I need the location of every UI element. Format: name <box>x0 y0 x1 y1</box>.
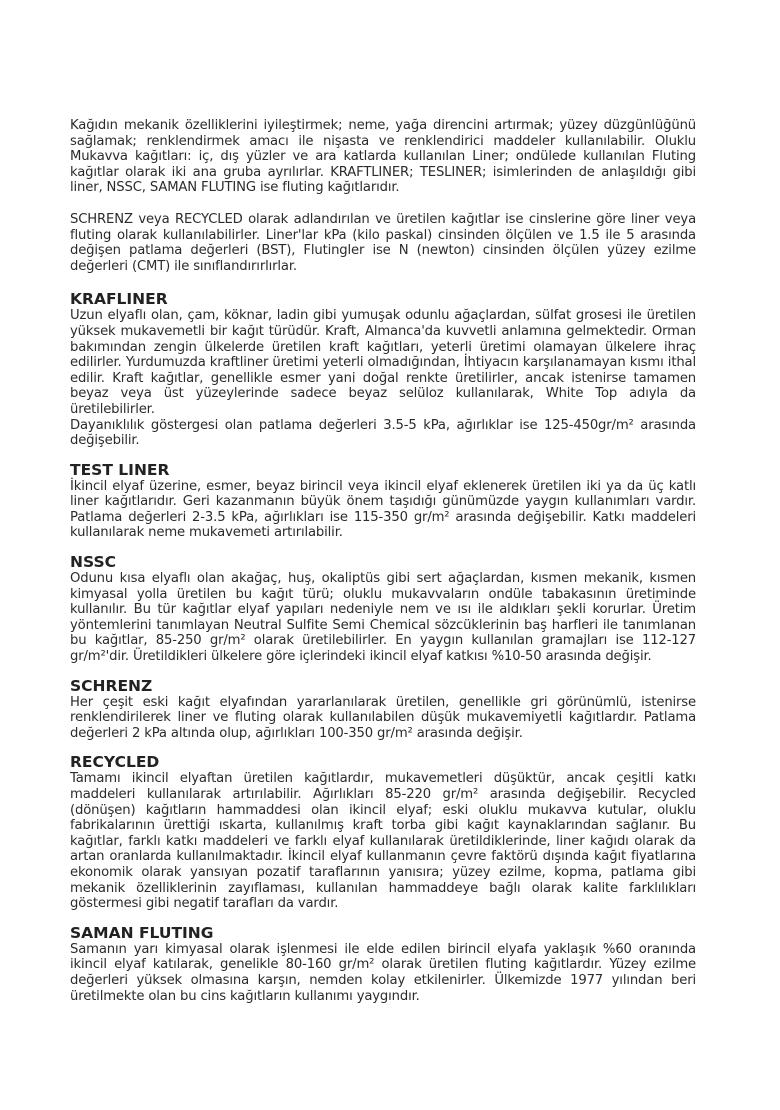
section-kraftliner <box>70 291 696 448</box>
document-page <box>70 118 696 1017</box>
intro-paragraph-2: SCHRENZ veya RECYCLED olarak adlandırılan ve üretilen kağıtlar ise cinslerine göre liner veya fluting olarak kullanılabilirler. Liner'lar kPa (kilo paskal) cinsinden ölçülen ve 1.5 ile 5 arasında değişen patlama değerleri (BST), Flutingler ise N (newton) cinsinden ölçülen yüzey ezilme değerleri (CMT) ile sınıflandırırlırlar. <box>70 211 696 274</box>
section-body-recycled: Tamamı ikincil elyaftan üretilen kağıtlardır, mukavemetleri düşüktür, ancak çeşitli katkı maddeleri kullanılarak artırılabilir. Ağırlıkları 85-220 gr/m² arasında değişebilir. Recycled (dönüşen) kağıtların hammaddesi olan ikincil elyaf; eski oluklu mukavva kutular, oluklu fabrikalarının ürettiği ıskarta, kullanılmış kraft torba gibi kağıt kaynaklarından sağlanır. Bu kağıtlar, farklı katkı maddeleri ve farklı elyaf kullanılarak üretildiklerinde, liner kağıdı olarak da artan oranlarda kullanılmaktadır. İkincil elyaf kullanmanın çevre faktörü dışında kağıt fiyatlarına ekonomik olarak yansıyan pozatif taraflarının yanısıra; yüzey ezilme, kopma, patlama gibi mekanik özelliklerinin zayıflaması, kullanılan hammaddeye bağlı olarak kalite farklılıkları göstermesi gibi negatif tarafları da vardır. <box>70 771 696 912</box>
section-heading-nssc: NSSC <box>70 553 116 572</box>
section-saman-fluting <box>70 925 696 1004</box>
section-heading-testliner: TEST LINER <box>70 460 170 479</box>
section-body-testliner: İkincil elyaf üzerine, esmer, beyaz birincil veya ikincil elyaf eklenerek üretilen iki ya da üç katlı liner kağıtlarıdır. Geri kazanmanın büyük önem taşıdığı günümüzde yaygın kullanımları vardır. Patlama değerleri 2-3.5 kPa, ağırlıkları ise 115-350 gr/m² arasında değişebilir. Katkı maddeleri kullanılarak neme mukavemeti artırılabilir. <box>70 478 696 541</box>
section-nssc <box>70 554 696 665</box>
section-heading-saman-fluting: SAMAN FLUTING <box>70 923 214 942</box>
section-recycled <box>70 754 696 911</box>
section-body-kraftliner: Uzun elyaflı olan, çam, köknar, ladin gibi yumuşak odunlu ağaçlardan, sülfat grosesi ile üretilen yüksek mukavemetli bir kağıt türüdür. Kraft, Almanca'da kuvvetli anlamına gelmektedir. Orman bakımından zengin ülkelerde üretilen kraft kağıtları, yeterli üretimi olamayan ülkelere ihraç edilirler. Yurdumuzda kraftliner üretimi yeterli olmadığından, İhtiyacın karşılanamayan kısmı ithal edilir. Kraft kağıtlar, genellikle esmer yani doğal renkte üretilirler, ancak istenirse tamamen beyaz veya üst yüzeylerinde sadece beyaz selüloz kullanılarak, White Top adıyla da üretilebilirler. Dayanıklılık göstergesi olan patlama değerleri 3.5-5 kPa, ağırlıklar ise 125-450gr/m² arasında değişebilir. <box>70 308 696 449</box>
section-heading-kraftliner: KRAFLINER <box>70 290 168 309</box>
section-heading-recycled: RECYCLED <box>70 753 160 772</box>
section-body-schrenz: Her çeşit eski kağıt elyafından yararlanılarak üretilen, genellikle gri görünümlü, istenirse renklendirilerek liner ve fluting olarak kullanılabilen düşük mukavemiyetli kağıtlardır. Patlama değerleri 2 kPa altında olup, ağırlıkları 100-350 gr/m² arasında değişir. <box>70 694 696 741</box>
section-body-nssc: Odunu kısa elyaflı olan akağaç, huş, okaliptüs gibi sert ağaçlardan, kısmen mekanik, kısmen kimyasal yolla üretilen bu kağıt türü; oluklu mukavvaların ondüle tabakasının üretiminde kullanılır. Bu tür kağıtlar elyaf yapıları nedeniyle nem ve ısı ile aldıkları şekli korurlar. Üretim yöntemlerini tanımlayan Neutral Sulfite Semi Chemical sözcüklerinin baş harfleri ile tanımlanan bu kağıtlar, 85-250 gr/m² olarak üretilebilirler. En yaygın kullanılan gramajları ise 112-127 gr/m²'dir. Üretildikleri ülkelere göre içlerindeki ikincil elyaf katkısı %10-50 arasında değişir. <box>70 571 696 665</box>
section-schrenz <box>70 678 696 742</box>
section-testliner <box>70 462 696 541</box>
section-heading-schrenz: SCHRENZ <box>70 676 153 695</box>
intro-paragraph-1: Kağıdın mekanik özelliklerini iyileştirmek; neme, yağa direncini artırmak; yüzey düzgünlüğünü sağlamak; renklendirmek amacı ile nişasta ve renklendirici maddeler kullanılabilir. Oluklu Mukavva kağıtları: iç, dış yüzler ve ara katlarda kullanılan Liner; ondülede kullanılan Fluting kağıtlar olarak iki ana gruba ayrılırlar. KRAFTLINER; TESLINER; isimlerinden de anlaşıldığı gibi liner, NSSC, SAMAN FLUTING ise fluting kağıtlarıdır. <box>70 118 696 196</box>
section-body-saman-fluting: Samanın yarı kimyasal olarak işlenmesi ile elde edilen birincil elyafa yaklaşık %60 oranında ikincil elyaf katılarak, genelikle 80-160 gr/m² olarak üretilen fluting kağıtlardır. Yüzey ezilme değerleri yüksek olmasına karşın, nemden kolay etkilenirler. Ülkemizde 1977 yılından beri üretilmekte olan bu cins kağıtların kullanımı yaygındır. <box>70 941 696 1004</box>
